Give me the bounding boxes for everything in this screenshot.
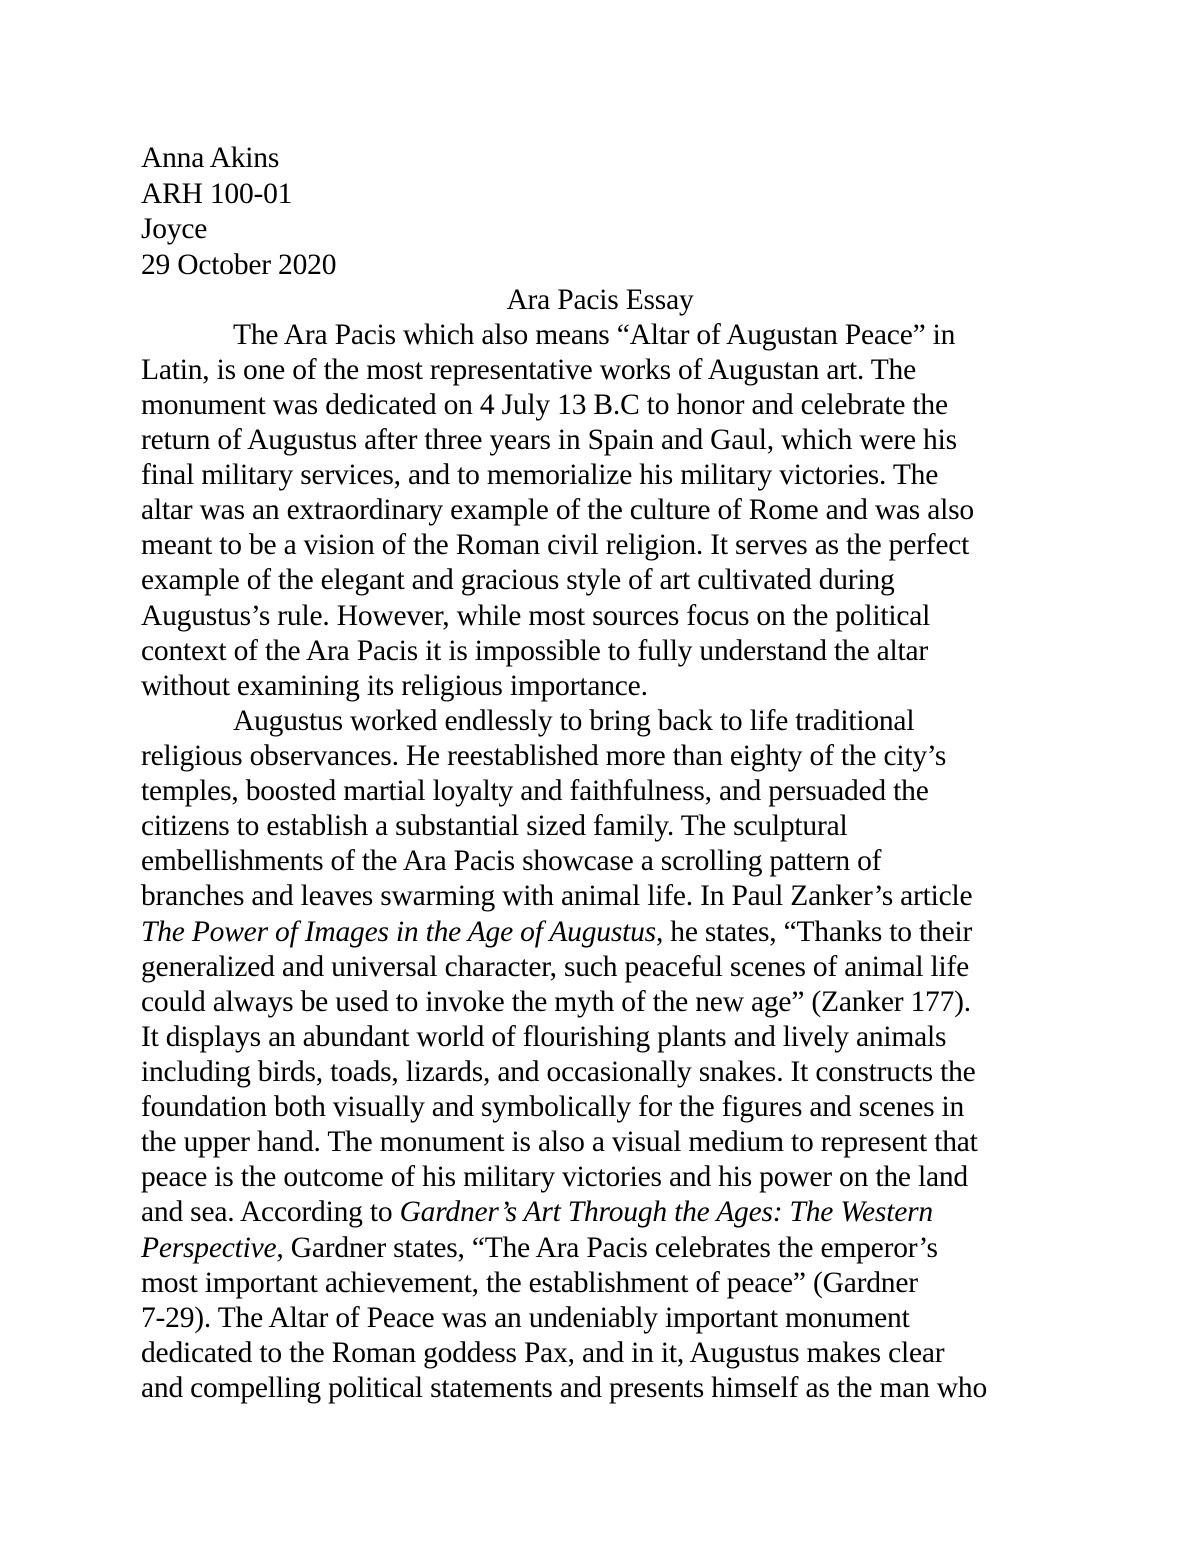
essay-title: Ara Pacis Essay	[506, 284, 694, 316]
body-line: peace is the outcome of his military victories and his power on the land	[141, 1161, 968, 1193]
body-line: religious observances. He reestablished more than eighty of the city’s	[141, 740, 947, 772]
instructor-name: Joyce	[141, 213, 208, 245]
body-line: Augustus’s rule. However, while most sources focus on the political	[141, 600, 931, 632]
body-line: example of the elegant and gracious style of art cultivated during	[141, 564, 895, 596]
author-name: Anna Akins	[141, 142, 280, 174]
course-code: ARH 100-01	[141, 178, 293, 210]
book-title-gardner: Gardner’s Art Through the Ages: The Western	[399, 1196, 933, 1228]
body-line: Augustus worked endlessly to bring back to life traditional	[233, 705, 915, 737]
book-title-zanker: The Power of Images in the Age of Augustus	[141, 916, 656, 948]
body-line: return of Augustus after three years in Spain and Gaul, which were his	[141, 424, 957, 456]
body-text-segment: , Gardner states, “The Ara Pacis celebrates the emperor’s	[276, 1232, 938, 1264]
body-line	[141, 1194, 933, 1230]
body-line: temples, boosted martial loyalty and faithfulness, and persuaded the	[141, 775, 929, 807]
body-line: citizens to establish a substantial sized family. The sculptural	[141, 810, 848, 842]
body-line	[141, 914, 972, 950]
body-text-segment: and sea. According to	[141, 1196, 400, 1228]
document-date: 29 October 2020	[141, 249, 337, 281]
body-line: branches and leaves swarming with animal life. In Paul Zanker’s article	[141, 880, 973, 912]
body-line: foundation both visually and symbolically for the figures and scenes in	[141, 1091, 965, 1123]
body-line: The Ara Pacis which also means “Altar of Augustan Peace” in	[233, 319, 956, 351]
body-line: and compelling political statements and presents himself as the man who	[141, 1372, 988, 1404]
body-line: context of the Ara Pacis it is impossible to fully understand the altar	[141, 635, 929, 667]
body-line: dedicated to the Roman goddess Pax, and in it, Augustus makes clear	[141, 1337, 945, 1369]
body-line: monument was dedicated on 4 July 13 B.C to honor and celebrate the	[141, 389, 948, 421]
body-line: altar was an extraordinary example of the culture of Rome and was also	[141, 494, 974, 526]
body-line: meant to be a vision of the Roman civil religion. It serves as the perfect	[141, 529, 970, 561]
body-line: generalized and universal character, such peaceful scenes of animal life	[141, 951, 970, 983]
body-line: the upper hand. The monument is also a visual medium to represent that	[141, 1126, 978, 1158]
body-line: including birds, toads, lizards, and occasionally snakes. It constructs the	[141, 1056, 976, 1088]
body-line: could always be used to invoke the myth of the new age” (Zanker 177).	[141, 986, 971, 1018]
body-text-segment: , he states, “Thanks to their	[655, 916, 973, 948]
body-line: embellishments of the Ara Pacis showcase a scrolling pattern of	[141, 845, 882, 877]
body-line: Latin, is one of the most representative works of Augustan art. The	[141, 354, 916, 386]
body-line	[141, 1230, 938, 1266]
body-line: most important achievement, the establishment of peace” (Gardner	[141, 1267, 918, 1299]
body-line: final military services, and to memorialize his military victories. The	[141, 459, 939, 491]
body-line: without examining its religious importance.	[141, 670, 648, 702]
body-line: 7-29). The Altar of Peace was an undeniably important monument	[141, 1302, 910, 1334]
book-title-gardner-cont: Perspective	[141, 1232, 277, 1264]
body-line: It displays an abundant world of flourishing plants and lively animals	[141, 1021, 947, 1053]
